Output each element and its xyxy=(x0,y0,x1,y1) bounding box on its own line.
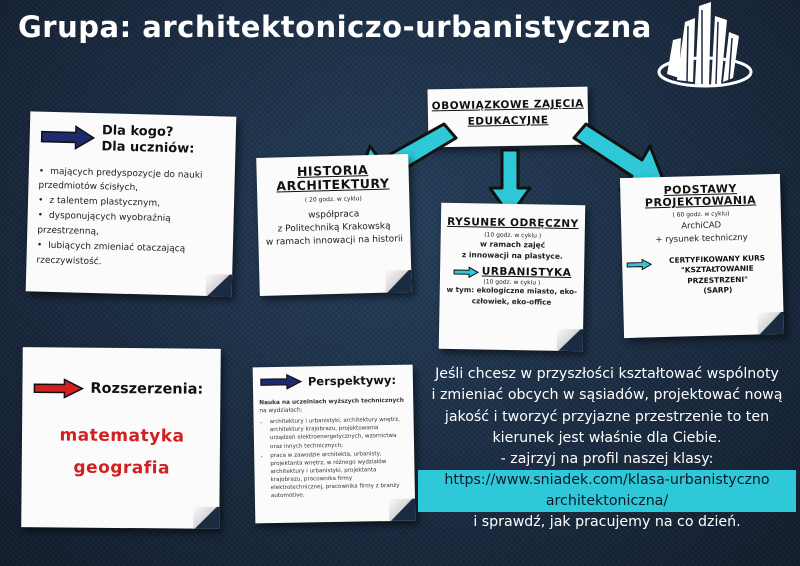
perspectives-list xyxy=(260,416,407,501)
drawing-line2: z innowacji na plastyce. xyxy=(461,249,563,261)
info-line: kierunek jest właśnie dla Ciebie. xyxy=(492,429,722,446)
list-item: • mających predyspozycje do nauki przedmiotów ścisłych, xyxy=(38,164,227,199)
info-line: Jeśli chcesz w przyszłości kształtować wspólnoty xyxy=(435,366,779,382)
page-title: Grupa: architektoniczo-urbanistyczna xyxy=(18,10,652,44)
history-card xyxy=(256,154,412,296)
urban-line2: człowiek, eko-office xyxy=(471,296,552,307)
design-card xyxy=(620,174,784,338)
for-whom-card xyxy=(26,111,237,296)
cert-line2: "KSZTAŁTOWANIE xyxy=(680,263,754,275)
building-logo-icon xyxy=(655,2,755,90)
arrow-icon xyxy=(39,124,96,151)
perspectives-intro-bold: Nauka na uczelniach wyższych technicznych xyxy=(259,397,404,407)
history-line2: z Politechniką Krakowską xyxy=(277,221,391,235)
design-hours: ( 60 godz. w cyklu) xyxy=(672,210,730,219)
history-hours: ( 20 godz. w cyklu) xyxy=(304,194,362,204)
history-title2: ARCHITEKTURY xyxy=(276,175,390,194)
drawing-card xyxy=(439,203,586,351)
perspectives-card xyxy=(253,365,416,524)
drawing-hours: (10 godz. w cyklu ) xyxy=(484,231,542,240)
cert-line1: CERTYFIKOWANY KURS xyxy=(668,253,766,265)
design-line2: + rysunek techniczny xyxy=(655,232,748,245)
extension-subject: matematyka xyxy=(59,425,185,447)
mandatory-line2: EDUKACYJNE xyxy=(467,114,549,128)
perspectives-heading: Perspektywy: xyxy=(307,372,397,389)
extensions-heading: Rozszerzenia: xyxy=(90,380,204,398)
list-item: • z talentem plastycznym, xyxy=(38,194,226,214)
perspectives-intro: na wydziałach: xyxy=(259,407,303,415)
history-line1: współpraca xyxy=(307,208,360,221)
cert-line4: (SARP) xyxy=(703,285,733,295)
link-line[interactable]: https://www.sniadek.com/klasa-urbanistyczno xyxy=(444,472,770,489)
info-line: i zmieniać obcych w sąsiadów, projektować nową xyxy=(431,387,783,404)
urban-hours: (10 godz. w cyklu ) xyxy=(483,278,541,287)
list-item: • praca w zawodzie architekta, urbanisty, projektanta wnętrz, w różnego wydziałów architektury i urbanistyki, projektanta krajobrazu, pracownika firmy elektrotechnicznej, pracownika firmy z branży automotive. xyxy=(270,449,407,500)
info-line: jakość i tworzyć przyjazne przestrzenie to ten xyxy=(444,408,770,425)
history-line3: w ramach innowacji na historii xyxy=(265,233,404,248)
urban-title: URBANISTYKA xyxy=(481,265,572,280)
info-line: i sprawdź, jak pracujemy na co dzień. xyxy=(473,514,741,531)
for-students-heading: Dla uczniów: xyxy=(101,139,195,157)
drawing-title: RYSUNEK ODRĘCZNY xyxy=(447,215,579,231)
urban-line1: w tym: ekologiczne miasto, eko- xyxy=(446,284,578,297)
arrow-icon xyxy=(626,258,652,271)
list-item: • lubiących zmieniać otaczającą rzeczywistość. xyxy=(36,238,225,273)
design-title2: PROJEKTOWANIA xyxy=(644,193,757,210)
for-whom-list xyxy=(36,164,227,273)
info-line: - zajrzyj na profil naszej klasy: xyxy=(500,451,714,468)
cert-line3: PRZESTRZENI" xyxy=(687,274,749,285)
extensions-card xyxy=(21,347,221,529)
arrow-icon xyxy=(32,377,84,399)
link-line[interactable]: architektoniczna/ xyxy=(545,493,669,510)
history-title1: HISTORIA xyxy=(296,162,369,179)
info-block xyxy=(418,364,796,534)
for-whom-heading: Dla kogo? xyxy=(101,123,174,141)
extension-subject: geografia xyxy=(73,457,171,479)
arrow-icon xyxy=(259,373,303,392)
list-item: • architektury i urbanistyki, architektury wnętrz, architektury krajobrazu, projektowania urządzeń elektroenergetycznych, wzornictwa oraz innych technicznych; xyxy=(270,416,407,451)
design-line1: ArchiCAD xyxy=(681,220,722,232)
arrow-icon xyxy=(453,266,479,278)
mandatory-line1: OBOWIĄZKOWE ZAJĘCIA xyxy=(431,97,584,113)
class-profile-link[interactable] xyxy=(418,470,796,511)
design-title1: PODSTAWY xyxy=(663,182,738,197)
list-item: • dysponujących wyobraźnią przestrzenną, xyxy=(37,209,226,244)
drawing-line1: w ramach zajęć xyxy=(479,238,546,250)
